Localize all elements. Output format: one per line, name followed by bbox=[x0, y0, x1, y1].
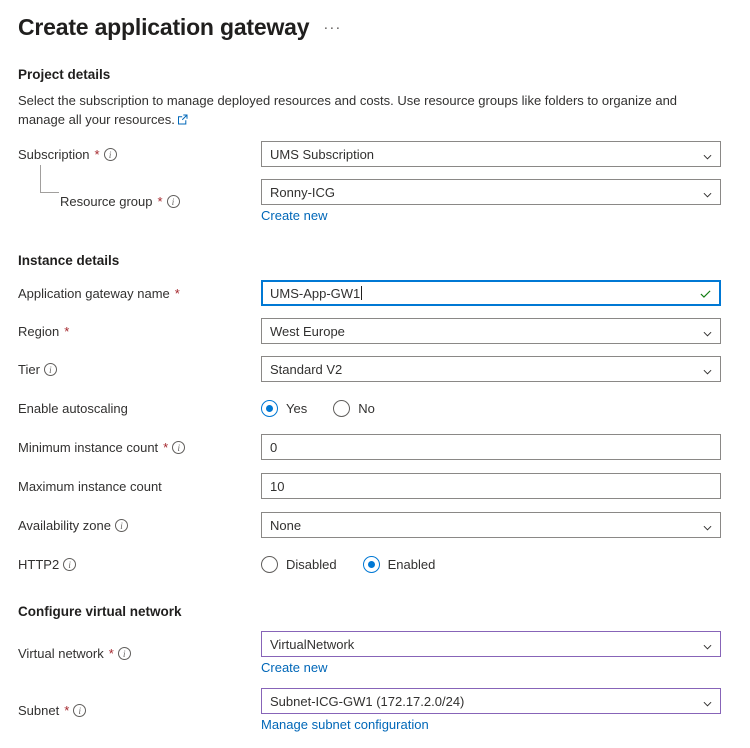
tier-info-icon[interactable]: i bbox=[44, 363, 57, 376]
virtual-network-field bbox=[261, 631, 721, 675]
http2-label bbox=[18, 557, 261, 572]
subscription-required-marker: * bbox=[94, 146, 100, 162]
subnet-required-marker: * bbox=[64, 702, 70, 718]
virtual-network-row bbox=[18, 631, 732, 675]
http2-radio-disabled-label: Disabled bbox=[286, 556, 337, 572]
chevron-down-icon bbox=[703, 365, 712, 374]
max-instance-count-label-text: Maximum instance count bbox=[18, 478, 162, 494]
tier-field bbox=[261, 356, 721, 382]
app-gateway-name-required-marker: * bbox=[174, 285, 180, 301]
subnet-info-icon[interactable]: i bbox=[73, 704, 86, 717]
region-label-text: Region bbox=[18, 323, 60, 339]
page-title: Create application gateway bbox=[18, 14, 310, 40]
subnet-value: Subnet-ICG-GW1 (172.17.2.0/24) bbox=[270, 693, 465, 709]
enable-autoscaling-label bbox=[18, 401, 261, 416]
availability-zone-value: None bbox=[270, 517, 302, 533]
resource-group-label-text: Resource group bbox=[60, 193, 153, 209]
external-link-icon[interactable] bbox=[177, 111, 188, 122]
project-details-heading: Project details bbox=[18, 67, 111, 82]
region-required-marker: * bbox=[64, 323, 70, 339]
enable-autoscaling-radio-group bbox=[261, 400, 721, 417]
min-instance-count-row bbox=[18, 434, 732, 460]
max-instance-count-value: 10 bbox=[270, 478, 285, 494]
http2-info-icon[interactable]: i bbox=[63, 558, 76, 571]
radio-dot-icon bbox=[363, 556, 380, 573]
chevron-down-icon bbox=[703, 697, 712, 706]
app-gateway-name-label-text: Application gateway name bbox=[18, 285, 170, 301]
subnet-select[interactable] bbox=[261, 688, 721, 714]
region-label bbox=[18, 324, 261, 339]
tier-label-text: Tier bbox=[18, 361, 40, 377]
tier-value: Standard V2 bbox=[270, 361, 343, 377]
enable-autoscaling-label-text: Enable autoscaling bbox=[18, 400, 128, 416]
http2-field bbox=[261, 556, 721, 573]
max-instance-count-input[interactable] bbox=[261, 473, 721, 499]
text-caret bbox=[361, 286, 362, 300]
app-gateway-name-label bbox=[18, 286, 261, 301]
resource-group-create-new-link[interactable]: Create new bbox=[261, 208, 328, 223]
min-instance-count-field bbox=[261, 434, 721, 460]
project-details-description bbox=[18, 91, 698, 129]
resource-group-select[interactable] bbox=[261, 179, 721, 205]
max-instance-count-label bbox=[18, 479, 261, 494]
autoscaling-radio-no-label: No bbox=[358, 400, 375, 416]
autoscaling-radio-yes-label: Yes bbox=[286, 400, 308, 416]
autoscaling-radio-no[interactable] bbox=[333, 400, 375, 417]
http2-row bbox=[18, 552, 732, 576]
availability-zone-info-icon[interactable]: i bbox=[115, 519, 128, 532]
resource-group-required-marker: * bbox=[157, 193, 163, 209]
subscription-info-icon[interactable]: i bbox=[104, 148, 117, 161]
availability-zone-label-text: Availability zone bbox=[18, 517, 111, 533]
subnet-field bbox=[261, 688, 721, 732]
radio-dot-icon bbox=[261, 400, 278, 417]
virtual-network-label bbox=[18, 646, 261, 661]
chevron-down-icon bbox=[703, 327, 712, 336]
resource-group-field bbox=[261, 179, 721, 223]
chevron-down-icon bbox=[703, 640, 712, 649]
region-field bbox=[261, 318, 721, 344]
subscription-field bbox=[261, 141, 721, 167]
max-instance-count-field bbox=[261, 473, 721, 499]
virtual-network-required-marker: * bbox=[108, 645, 114, 661]
chevron-down-icon bbox=[703, 188, 712, 197]
app-gateway-name-row bbox=[18, 280, 732, 306]
radio-dot-icon bbox=[333, 400, 350, 417]
app-gateway-name-value: UMS-App-GW1 bbox=[270, 285, 361, 301]
radio-dot-icon bbox=[261, 556, 278, 573]
resource-group-info-icon[interactable]: i bbox=[167, 195, 180, 208]
enable-autoscaling-row bbox=[18, 396, 732, 420]
resource-group-value: Ronny-ICG bbox=[270, 184, 336, 200]
tier-row bbox=[18, 356, 732, 382]
resource-group-row bbox=[18, 179, 732, 223]
virtual-network-info-icon[interactable]: i bbox=[118, 647, 131, 660]
app-gateway-name-input[interactable] bbox=[261, 280, 721, 306]
region-value: West Europe bbox=[270, 323, 345, 339]
http2-radio-group bbox=[261, 556, 721, 573]
subscription-select[interactable] bbox=[261, 141, 721, 167]
subscription-label bbox=[18, 147, 261, 162]
chevron-down-icon bbox=[703, 150, 712, 159]
min-instance-count-required-marker: * bbox=[163, 439, 169, 455]
subnet-label-text: Subnet bbox=[18, 702, 60, 718]
min-instance-count-value: 0 bbox=[270, 439, 278, 455]
min-instance-count-label-text: Minimum instance count bbox=[18, 439, 159, 455]
subscription-row bbox=[18, 141, 732, 167]
region-select[interactable] bbox=[261, 318, 721, 344]
min-instance-count-label bbox=[18, 440, 261, 455]
subnet-label bbox=[18, 703, 261, 718]
virtual-network-label-text: Virtual network bbox=[18, 645, 104, 661]
tier-select[interactable] bbox=[261, 356, 721, 382]
project-details-description-text: Select the subscription to manage deployed resources and costs. Use resource groups like folders to organize and manage all your resources. bbox=[18, 93, 678, 127]
subscription-label-text: Subscription bbox=[18, 146, 90, 162]
region-row bbox=[18, 318, 732, 344]
manage-subnet-configuration-link[interactable]: Manage subnet configuration bbox=[261, 717, 429, 732]
virtual-network-create-new-link[interactable]: Create new bbox=[261, 660, 328, 675]
tree-connector bbox=[40, 165, 59, 193]
subscription-value: UMS Subscription bbox=[270, 146, 375, 162]
http2-label-text: HTTP2 bbox=[18, 556, 60, 572]
min-instance-count-input[interactable] bbox=[261, 434, 721, 460]
availability-zone-label bbox=[18, 518, 261, 533]
http2-radio-disabled[interactable] bbox=[261, 556, 337, 573]
resource-group-label bbox=[18, 194, 261, 209]
enable-autoscaling-field bbox=[261, 400, 721, 417]
max-instance-count-row bbox=[18, 473, 732, 499]
autoscaling-radio-yes[interactable] bbox=[261, 400, 307, 417]
http2-radio-enabled[interactable] bbox=[363, 556, 436, 573]
app-gateway-name-field bbox=[261, 280, 721, 306]
valid-check-icon bbox=[700, 288, 711, 299]
virtual-network-select[interactable] bbox=[261, 631, 721, 657]
availability-zone-field bbox=[261, 512, 721, 538]
availability-zone-row bbox=[18, 512, 732, 538]
page-header bbox=[18, 0, 732, 41]
more-options-button[interactable]: ··· bbox=[323, 19, 342, 36]
min-instance-count-info-icon[interactable]: i bbox=[172, 441, 185, 454]
subnet-row bbox=[18, 688, 732, 732]
chevron-down-icon bbox=[703, 521, 712, 530]
http2-radio-enabled-label: Enabled bbox=[387, 556, 436, 572]
instance-details-heading: Instance details bbox=[18, 253, 120, 268]
virtual-network-value: VirtualNetwork bbox=[270, 636, 355, 652]
virtual-network-heading: Configure virtual network bbox=[18, 604, 182, 619]
tier-label bbox=[18, 362, 261, 377]
availability-zone-select[interactable] bbox=[261, 512, 721, 538]
